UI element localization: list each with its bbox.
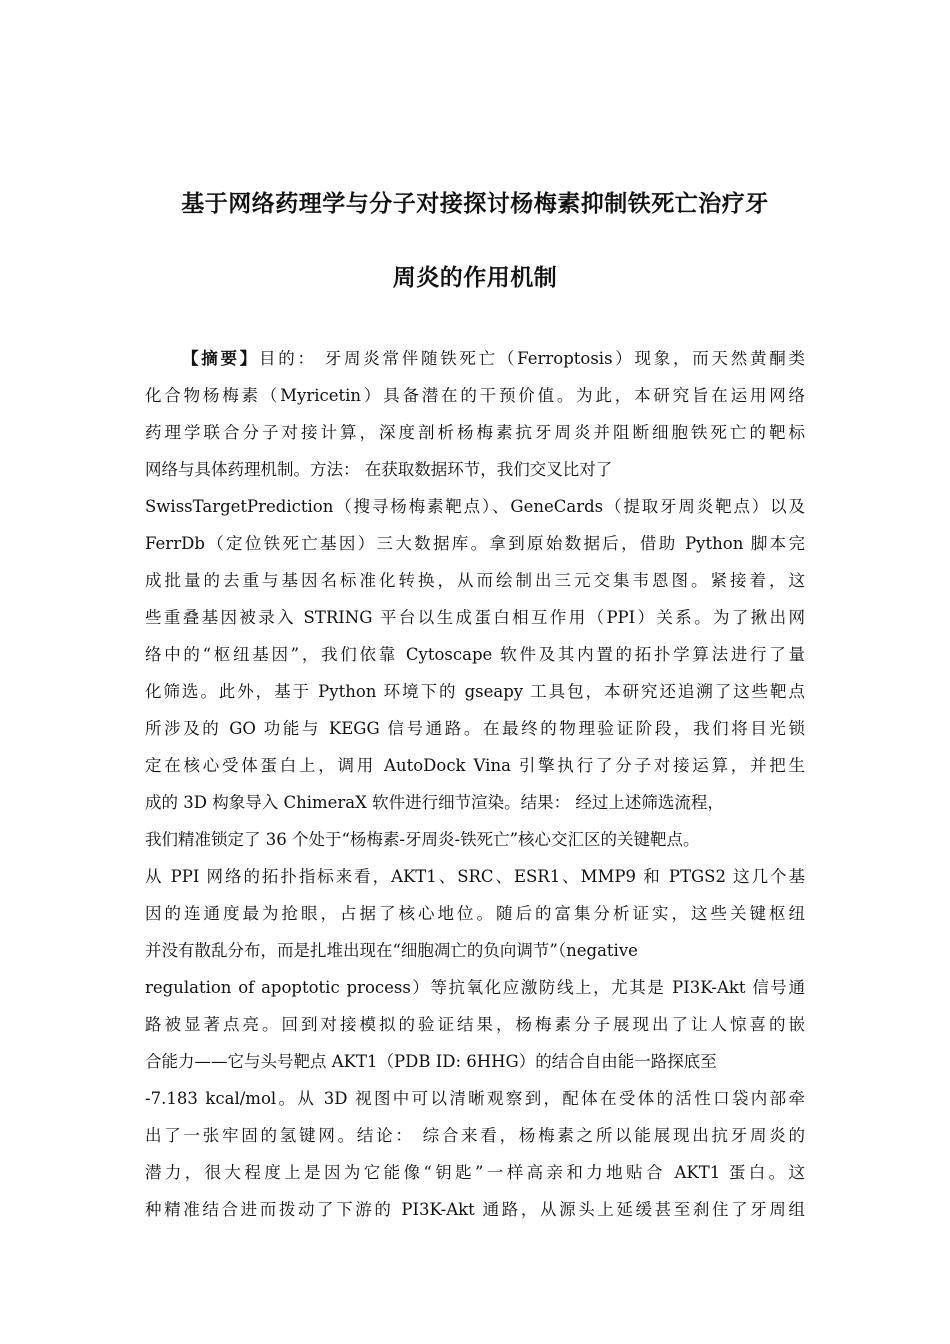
abstract-line: 出了一张牢固的氢键网。结论： 综合来看，杨梅素之所以能展现出抗牙周炎的 — [145, 1126, 805, 1145]
abstract-line: 成批量的去重与基因名标准化转换，从而绘制出三元交集韦恩图。紧接着，这 — [145, 571, 805, 590]
abstract-line: 路被显著点亮。回到对接模拟的验证结果，杨梅素分子展现出了让人惊喜的嵌 — [145, 1015, 805, 1034]
abstract-line: 网络与具体药理机制。方法： 在获取数据环节，我们交叉比对了 — [145, 460, 613, 479]
abstract-line: 种精准结合进而拨动了下游的 PI3K-Akt 通路，从源头上延缓甚至刹住了牙周组 — [145, 1200, 805, 1219]
abstract-line: 我们精准锁定了 36 个处于“杨梅素-牙周炎-铁死亡”核心交汇区的关键靶点。 — [145, 830, 700, 849]
abstract-line: 药理学联合分子对接计算，深度剖析杨梅素抗牙周炎并阻断细胞铁死亡的靶标 — [145, 423, 805, 442]
abstract-line: 从 PPI 网络的拓扑指标来看，AKT1、SRC、ESR1、MMP9 和 PTGS2 这几个基 — [145, 867, 805, 886]
abstract-line: -7.183 kcal/mol。从 3D 视图中可以清晰观察到，配体在受体的活性口袋内部牵 — [145, 1089, 805, 1108]
abstract-line: regulation of apoptotic process）等抗氧化应激防线上，尤其是 PI3K-Akt 信号通 — [145, 978, 805, 997]
abstract-line: 络中的“枢纽基因”，我们依靠 Cytoscape 软件及其内置的拓扑学算法进行了量 — [145, 645, 805, 664]
abstract-line — [182, 340, 805, 377]
abstract-line-text: 目的： 牙周炎常伴随铁死亡（Ferroptosis）现象，而天然黄酮类 — [258, 349, 805, 368]
abstract-label: 【摘要】 — [182, 349, 259, 368]
abstract-line: 潜力，很大程度上是因为它能像“钥匙”一样高亲和力地贴合 AKT1 蛋白。这 — [145, 1163, 805, 1182]
abstract-line: 化合物杨梅素（Myricetin）具备潜在的干预价值。为此，本研究旨在运用网络 — [145, 386, 805, 405]
abstract-line: 因的连通度最为抢眼，占据了核心地位。随后的富集分析证实，这些关键枢纽 — [145, 904, 805, 923]
abstract-line: 成的 3D 构象导入 ChimeraX 软件进行细节渲染。结果： 经过上述筛选流程， — [145, 793, 724, 812]
abstract-line: 定在核心受体蛋白上，调用 AutoDock Vina 引擎执行了分子对接运算，并把生 — [145, 756, 805, 775]
abstract-line: FerrDb（定位铁死亡基因）三大数据库。拿到原始数据后，借助 Python 脚本完 — [145, 534, 805, 553]
abstract-line: 并没有散乱分布，而是扎堆出现在“细胞凋亡的负向调节”（negative — [145, 941, 638, 960]
abstract-line: 些重叠基因被录入 STRING 平台以生成蛋白相互作用（PPI）关系。为了揪出网 — [145, 608, 805, 627]
abstract-line: 所涉及的 GO 功能与 KEGG 信号通路。在最终的物理验证阶段，我们将目光锁 — [145, 719, 805, 738]
paper-title-line-1: 基于网络药理学与分子对接探讨杨梅素抑制铁死亡治疗牙 — [181, 191, 769, 217]
paper-title-line-2: 周炎的作用机制 — [392, 265, 558, 291]
abstract-line: SwissTargetPrediction（搜寻杨梅素靶点）、GeneCards（提取牙周炎靶点）以及 — [145, 497, 805, 516]
abstract-line: 合能力——它与头号靶点 AKT1（PDB ID: 6HHG）的结合自由能一路探底至 — [145, 1052, 717, 1071]
abstract-line: 化筛选。此外，基于 Python 环境下的 gseapy 工具包，本研究还追溯了这些靶点 — [145, 682, 805, 701]
